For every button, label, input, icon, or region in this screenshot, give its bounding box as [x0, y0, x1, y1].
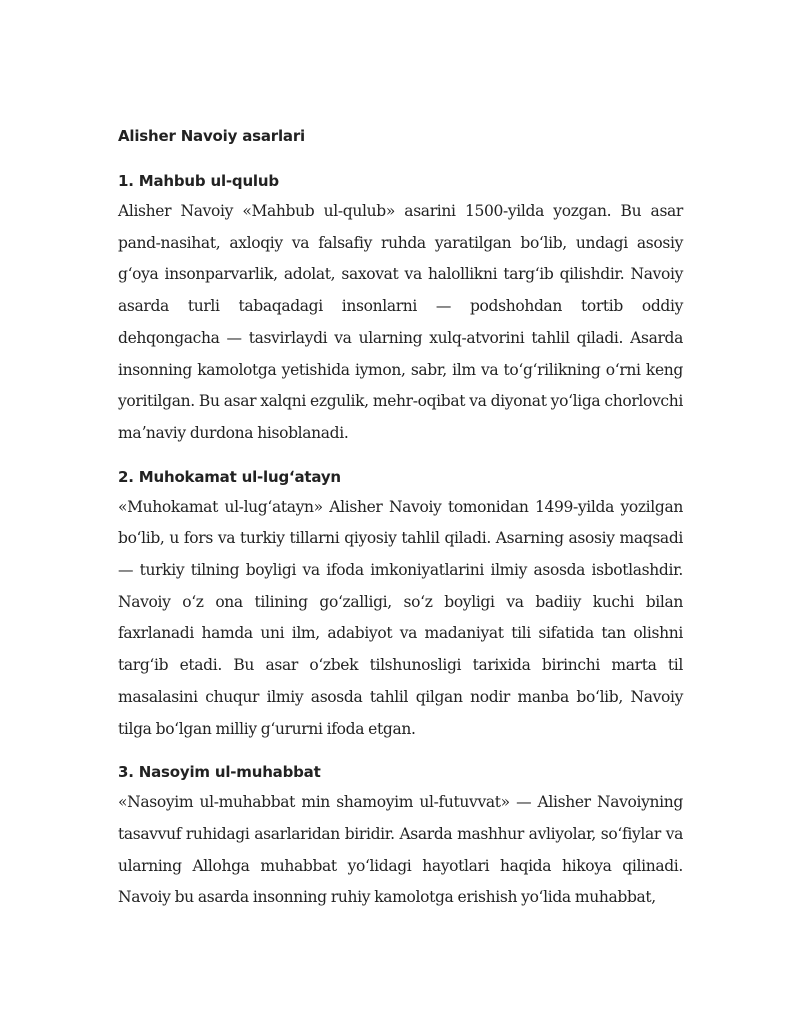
section-paragraph: «Muhokamat ul-lugʻatayn» Alisher Navoiy tomonidan 1499-yilda yozilgan boʻlib, u fors va turkiy tillarni qiyosiy tahlil qiladi. Asarning asosiy maqsadi — turkiy tilning boyligi va ifoda imkoniyatlarini ilmiy asosda isbotlashdir. Navoiy oʻz ona tilining goʻzalligi, soʻz boyligi va badiiy kuchi bilan faxrlanadi hamda uni ilm, adabiyot va madaniyat tili sifatida tan olishni targʻib etadi. Bu asar oʻzbek tilshunosligi tarixida birinchi marta til masalasini chuqur ilmiy asosda tahlil qilgan nodir manba boʻlib, Navoiy tilga boʻlgan milliy gʻururni ifoda etgan. [118, 497, 683, 738]
section-paragraph: «Nasoyim ul-muhabbat min shamoyim ul-futuvvat» — Alisher Navoiyning tasavvuf ruhidagi asarlaridan biridir. Asarda mashhur avliyolar, soʻfiylar va ularning Allohga muhabbat yoʻlidagi hayotlari haqida hikoya qilinadi. Navoiy bu asarda insonning ruhiy kamolotga erishish yoʻlida muhabbat, [118, 793, 683, 907]
section-muhokamat-ul-lugatayn [118, 462, 683, 746]
section-mahbub-ul-qulub [118, 166, 683, 450]
section-nasoyim-ul-muhabbat [118, 757, 683, 914]
section-heading: 1. Mahbub ul-qulub [118, 172, 279, 190]
document-page [118, 120, 683, 926]
section-heading: 2. Muhokamat ul-lugʻatayn [118, 467, 341, 486]
section-paragraph: Alisher Navoiy «Mahbub ul-qulub» asarini 1500-yilda yozgan. Bu asar pand-nasihat, axloqiy va falsafiy ruhda yaratilgan boʻlib, undagi asosiy gʻoya insonparvarlik, adolat, saxovat va halollikni targʻib qilishdir. Navoiy asarda turli tabaqadagi insonlarni — podshohdan tortib oddiy dehqongacha — tasvirlaydi va ularning xulq-atvorini tahlil qiladi. Asarda insonning kamolotga yetishida iymon, sabr, ilm va toʻgʻrilikning oʻrni keng yoritilgan. Bu asar xalqni ezgulik, mehr-oqibat va diyonat yoʻliga chorlovchi maʼnaviy durdona hisoblanadi. [118, 202, 683, 442]
section-heading: 3. Nasoyim ul-muhabbat [118, 763, 321, 782]
document-title: Alisher Navoiy asarlari [118, 127, 305, 145]
